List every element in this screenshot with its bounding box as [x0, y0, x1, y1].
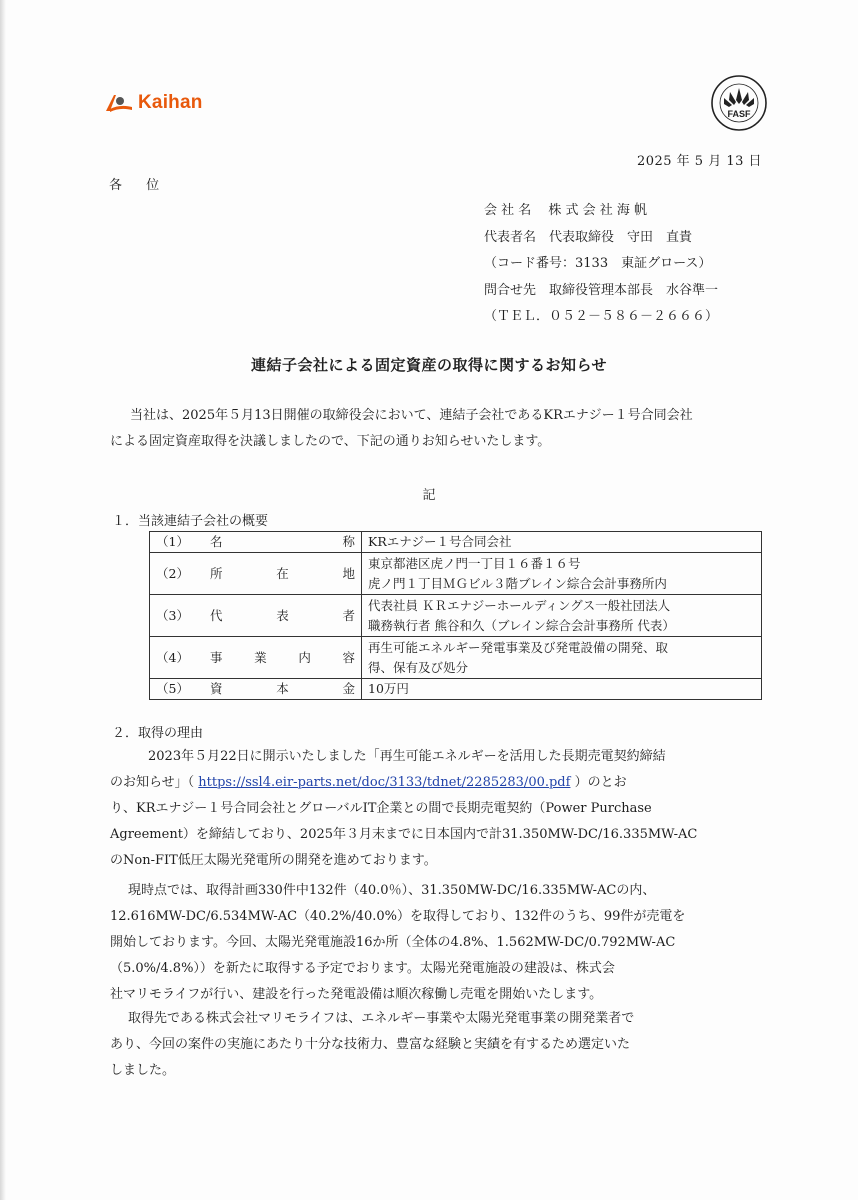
contact-line: 問合せ先 取締役管理本部長 水谷準一 — [484, 282, 719, 298]
document-title: 連結子会社による固定資産の取得に関するお知らせ — [250, 356, 608, 374]
stock-code-line: （コード番号：3133 東証グロース） — [484, 256, 712, 271]
reason-p3-line-2: あり、今回の案件の実施にあたり十分な技術力、豊富な経験と実績を有するため選定いた — [110, 1037, 631, 1052]
reason-p2-line-1: 現時点では、取得計画330件中132件（40.0％）、31.350MW-DC/16.335MW-ACの内、 — [128, 883, 656, 898]
kaihan-logo-text: Kaihan — [138, 92, 203, 113]
row-number: （3） — [156, 607, 189, 623]
kaihan-logo — [104, 88, 203, 118]
row-number: （4） — [156, 649, 189, 665]
reason-p1-line-5: のNon-FIT低圧太陽光発電所の開発を進めております。 — [110, 853, 437, 868]
row-value: 10万円 — [362, 679, 762, 700]
table-row — [150, 679, 762, 700]
addressee: 各 位 — [109, 178, 170, 193]
section-2-heading: ２．取得の理由 — [112, 726, 204, 741]
row-value: KRエナジー１号合同会社 — [362, 532, 762, 553]
reason-p2-line-5: 社マリモライフが行い、建設を行った発電設備は順次稼働し売電を開始いたします。 — [110, 987, 603, 1002]
fasf-seal-text: FASF — [727, 109, 751, 119]
reason-p1-line-3: り、KRエナジー１号合同会社とグローバルIT企業との間で長期売電契約（Power Purchase — [110, 801, 652, 816]
row-value: 代表社員 ＫＲエナジーホールディングス一般社団法人 職務執行者 熊谷和久（ブレイン綜合会計事務所 代表） — [362, 595, 762, 637]
table-row — [150, 532, 762, 553]
row-number: （1） — [156, 534, 189, 549]
row-label: 代 表 者 — [210, 607, 355, 623]
representative-line: 代表者名 代表取締役 守田 直貴 — [484, 229, 693, 245]
table-row — [150, 595, 762, 637]
section-1-heading: １．当該連結子会社の概要 — [112, 514, 269, 529]
document-date: 2025 年 5 月 13 日 — [636, 154, 762, 169]
kaihan-logo-mark-icon — [104, 91, 134, 115]
row-label: 名 称 — [210, 534, 355, 549]
reason-p3-line-1: 取得先である株式会社マリモライフは、エネルギー事業や太陽光発電事業の開発業者で — [128, 1011, 635, 1026]
company-info-block — [484, 198, 764, 331]
subsidiary-overview-table — [149, 531, 762, 700]
fasf-seal-icon — [710, 74, 768, 132]
row-label: 事 業 内 容 — [210, 649, 355, 665]
row-value: 東京都港区虎ノ門一丁目１６番１６号 虎ノ門１丁目ＭＧビル３階ブレイン綜合会計事務所内 — [362, 553, 762, 595]
reason-p3-line-3: しました。 — [110, 1063, 176, 1078]
row-number: （2） — [156, 565, 189, 581]
telephone-line: （ＴＥＬ．０５２－５８６－２６６６） — [484, 309, 719, 324]
reason-p2-line-2: 12.616MW-DC/6.534MW-AC（40.2%/40.0%）を取得しており、132件のうち、99件が売電を — [110, 909, 686, 924]
ki-heading: 記 — [422, 488, 436, 503]
reason-p2-line-4: （5.0%/4.8%））を新たに取得する予定でおります。太陽光発電施設の建設は、株式会 — [110, 961, 615, 976]
reason-p1-line-2: のお知らせ」（ https://ssl4.eir-parts.net/doc/3133/tdnet/2285283/00.pdf ）のとお — [110, 775, 627, 790]
intro-line-2: による固定資産取得を決議しましたので、下記の通りお知らせいたします。 — [110, 434, 551, 449]
company-name-line: 会 社 名 株 式 会 社 海 帆 — [484, 203, 648, 218]
row-label: 資 本 金 — [210, 681, 355, 696]
row-value: 再生可能エネルギー発電事業及び発電設備の開発、取 得、保有及び処分 — [362, 637, 762, 679]
row-label: 所 在 地 — [210, 565, 355, 581]
table-row — [150, 553, 762, 595]
page-edge-shadow — [0, 0, 6, 1200]
reason-p1-line-1: 2023年５月22日に開示いたしました「再生可能エネルギーを活用した長期売電契約締結 — [148, 749, 666, 764]
row-number: （5） — [156, 681, 189, 696]
intro-line-1: 当社は、2025年５月13日開催の取締役会において、連結子会社であるKRエナジー１号合同会社 — [130, 408, 693, 423]
reason-p2-line-3: 開始しております。今回、太陽光発電施設16か所（全体の4.8%、1.562MW-DC/0.792MW-AC — [110, 935, 676, 950]
table-row — [150, 637, 762, 679]
disclosure-link[interactable]: https://ssl4.eir-parts.net/doc/3133/tdnet/2285283/00.pdf — [198, 775, 571, 790]
reason-p1-line-4: Agreement）を締結しており、2025年３月末までに日本国内で計31.350MW-DC/16.335MW-AC — [110, 827, 698, 842]
